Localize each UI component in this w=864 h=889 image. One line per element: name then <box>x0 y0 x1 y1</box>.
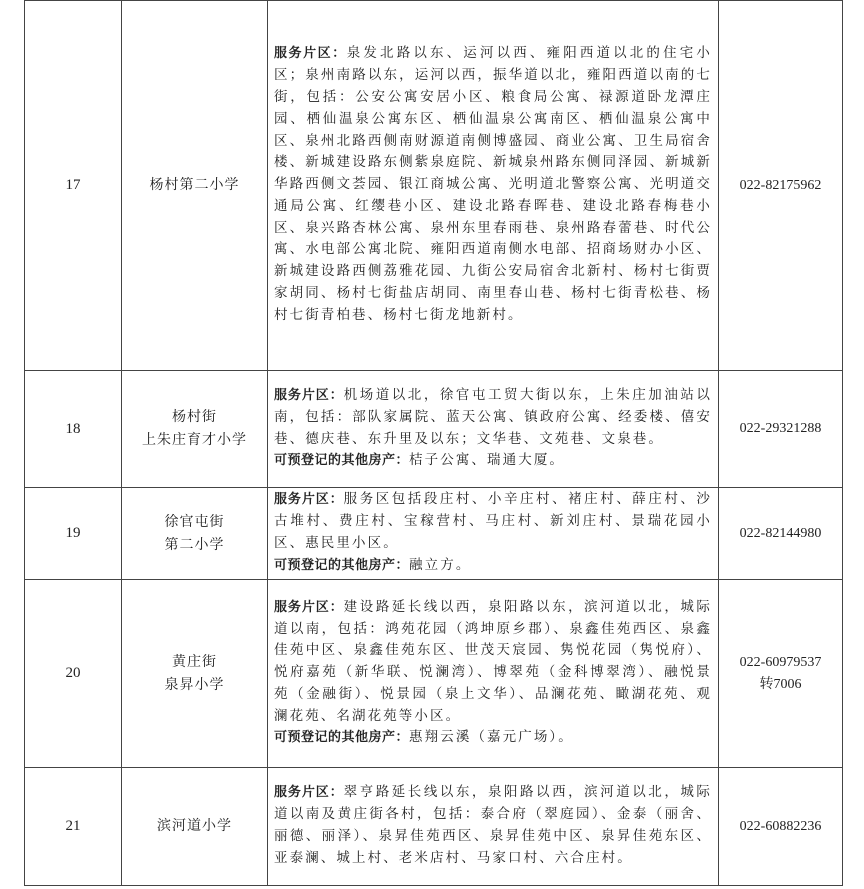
service-area-paragraph <box>274 597 712 728</box>
school-name <box>122 768 268 886</box>
school-name <box>122 371 268 488</box>
other-property-paragraph <box>274 450 712 472</box>
school-name <box>122 1 268 371</box>
service-area-paragraph <box>274 385 712 450</box>
school-name-line: 上朱庄育才小学 <box>142 432 247 448</box>
row-number: 20 <box>25 580 122 768</box>
school-name-line: 黄庄街 <box>172 653 217 670</box>
school-name-line: 杨村街 <box>172 409 217 425</box>
table-row <box>25 580 843 768</box>
phone-extension: 转7006 <box>759 676 802 692</box>
service-area-text: 服务区包括段庄村、小辛庄村、褚庄村、薛庄村、沙古堆村、费庄村、宝稼营村、马庄村、新刘庄村、景瑞花园小区、惠民里小区。 <box>274 491 712 551</box>
table-row <box>25 488 843 580</box>
table-row <box>25 371 843 488</box>
other-property-paragraph <box>274 555 712 577</box>
service-area-text: 建设路延长线以西，泉阳路以东，滨河道以北，城际道以南，包括：鸿苑花园（鸿坤原乡郡）、泉鑫佳苑西区、泉鑫佳苑中区、泉鑫佳苑东区、世茂天宸园、隽悦花园（隽悦府）、悦府嘉苑（新华联、悦澜湾）、博翠苑（金科博翠湾）、融悦景苑（金融街）、悦景园（泉上文华）、品澜花苑、瞰湖花苑、观澜花苑、名湖花苑等小区。 <box>274 598 712 724</box>
phone-number: 022-82175962 <box>739 177 822 193</box>
phone-number: 022-60979537 <box>739 654 822 670</box>
phone-cell <box>719 1 843 371</box>
table-row <box>25 768 843 886</box>
service-area-paragraph <box>274 782 712 869</box>
other-property-text: 融立方。 <box>409 556 472 573</box>
other-property-text: 桔子公寓、瑞通大厦。 <box>409 452 566 469</box>
service-area-label: 服务片区： <box>274 387 344 403</box>
other-property-label: 可预登记的其他房产： <box>274 557 410 573</box>
service-area-cell <box>268 580 719 768</box>
phone-cell <box>719 768 843 886</box>
school-name-line: 第二小学 <box>164 536 225 553</box>
school-name-line: 徐官屯街 <box>164 513 225 530</box>
school-name <box>122 488 268 580</box>
service-area-cell <box>268 371 719 488</box>
service-area-label: 服务片区： <box>274 492 344 508</box>
phone-cell <box>719 371 843 488</box>
service-area-text: 泉发北路以东、运河以西、雍阳西道以北的住宅小区；泉州南路以东，运河以西，振华道以北，雍阳西道以南的七街，包括：公安公寓安居小区、粮食局公寓、禄源道卧龙潭庄园、栖仙温泉公寓东区、栖仙温泉公寓南区、栖仙温泉公寓中区、泉州北路西侧南财源道南侧博盛园、商业公寓、卫生局宿舍楼、新城建设路东侧紫泉庭院、新城泉州路东侧同泽园、新城新华路西侧文荟园、银江商城公寓、光明道北警察公寓、光明道交通局公寓、红缨巷小区、建设北路春晖巷、建设北路春梅巷小区、泉兴路杏林公寓、泉州东里春雨巷、泉州路春蕾巷、时代公寓、水电部公寓北院、雍阳西道南侧水电部、招商场财办小区、新城建设路西侧荔雅花园、九街公安局宿舍北新村、杨村七街贾家胡同、杨村七街盐店胡同、南里春山巷、杨村七街青松巷、杨村七街青柏巷、杨村七街龙地新村。 <box>274 45 712 323</box>
other-property-paragraph <box>274 727 712 749</box>
other-property-label: 可预登记的其他房产： <box>274 453 410 469</box>
service-area-label: 服务片区： <box>274 46 347 62</box>
row-number: 17 <box>25 1 122 371</box>
service-area-label: 服务片区： <box>274 599 344 615</box>
school-district-table-container <box>24 0 842 886</box>
service-area-text: 翠亨路延长线以东，泉阳路以西，滨河道以北，城际道以南及黄庄街各村，包括：泰合府（翠庭园）、金泰（丽舍、丽德、丽泽）、泉昇佳苑西区、泉昇佳苑中区、泉昇佳苑东区、亚泰澜、城上村、老米店村、马家口村、六合庄村。 <box>274 784 712 866</box>
service-area-paragraph <box>274 489 712 554</box>
row-number: 21 <box>25 768 122 886</box>
school-name-line: 滨河道小学 <box>157 818 232 834</box>
service-area-text: 机场道以北，徐官屯工贸大街以东，上朱庄加油站以南，包括：部队家属院、蓝天公寓、镇政府公寓、经委楼、僖安巷、德庆巷、东升里及以东；文华巷、文苑巷、文泉巷。 <box>274 386 712 447</box>
school-district-table <box>24 0 843 886</box>
service-area-cell <box>268 1 719 371</box>
other-property-label: 可预登记的其他房产： <box>274 730 410 746</box>
phone-cell <box>719 580 843 768</box>
school-name <box>122 580 268 768</box>
phone-cell <box>719 488 843 580</box>
school-name-line: 泉昇小学 <box>164 676 225 693</box>
phone-number: 022-60882236 <box>739 818 822 834</box>
school-name-line: 杨村第二小学 <box>149 177 240 193</box>
service-area-cell <box>268 488 719 580</box>
other-property-text: 惠翔云溪（嘉元广场）。 <box>409 729 574 746</box>
service-area-paragraph <box>274 43 712 326</box>
service-area-cell <box>268 768 719 886</box>
service-area-label: 服务片区： <box>274 785 344 801</box>
row-number: 18 <box>25 371 122 488</box>
row-number: 19 <box>25 488 122 580</box>
phone-number: 022-29321288 <box>739 421 822 436</box>
phone-number: 022-82144980 <box>739 525 822 541</box>
table-row <box>25 1 843 371</box>
